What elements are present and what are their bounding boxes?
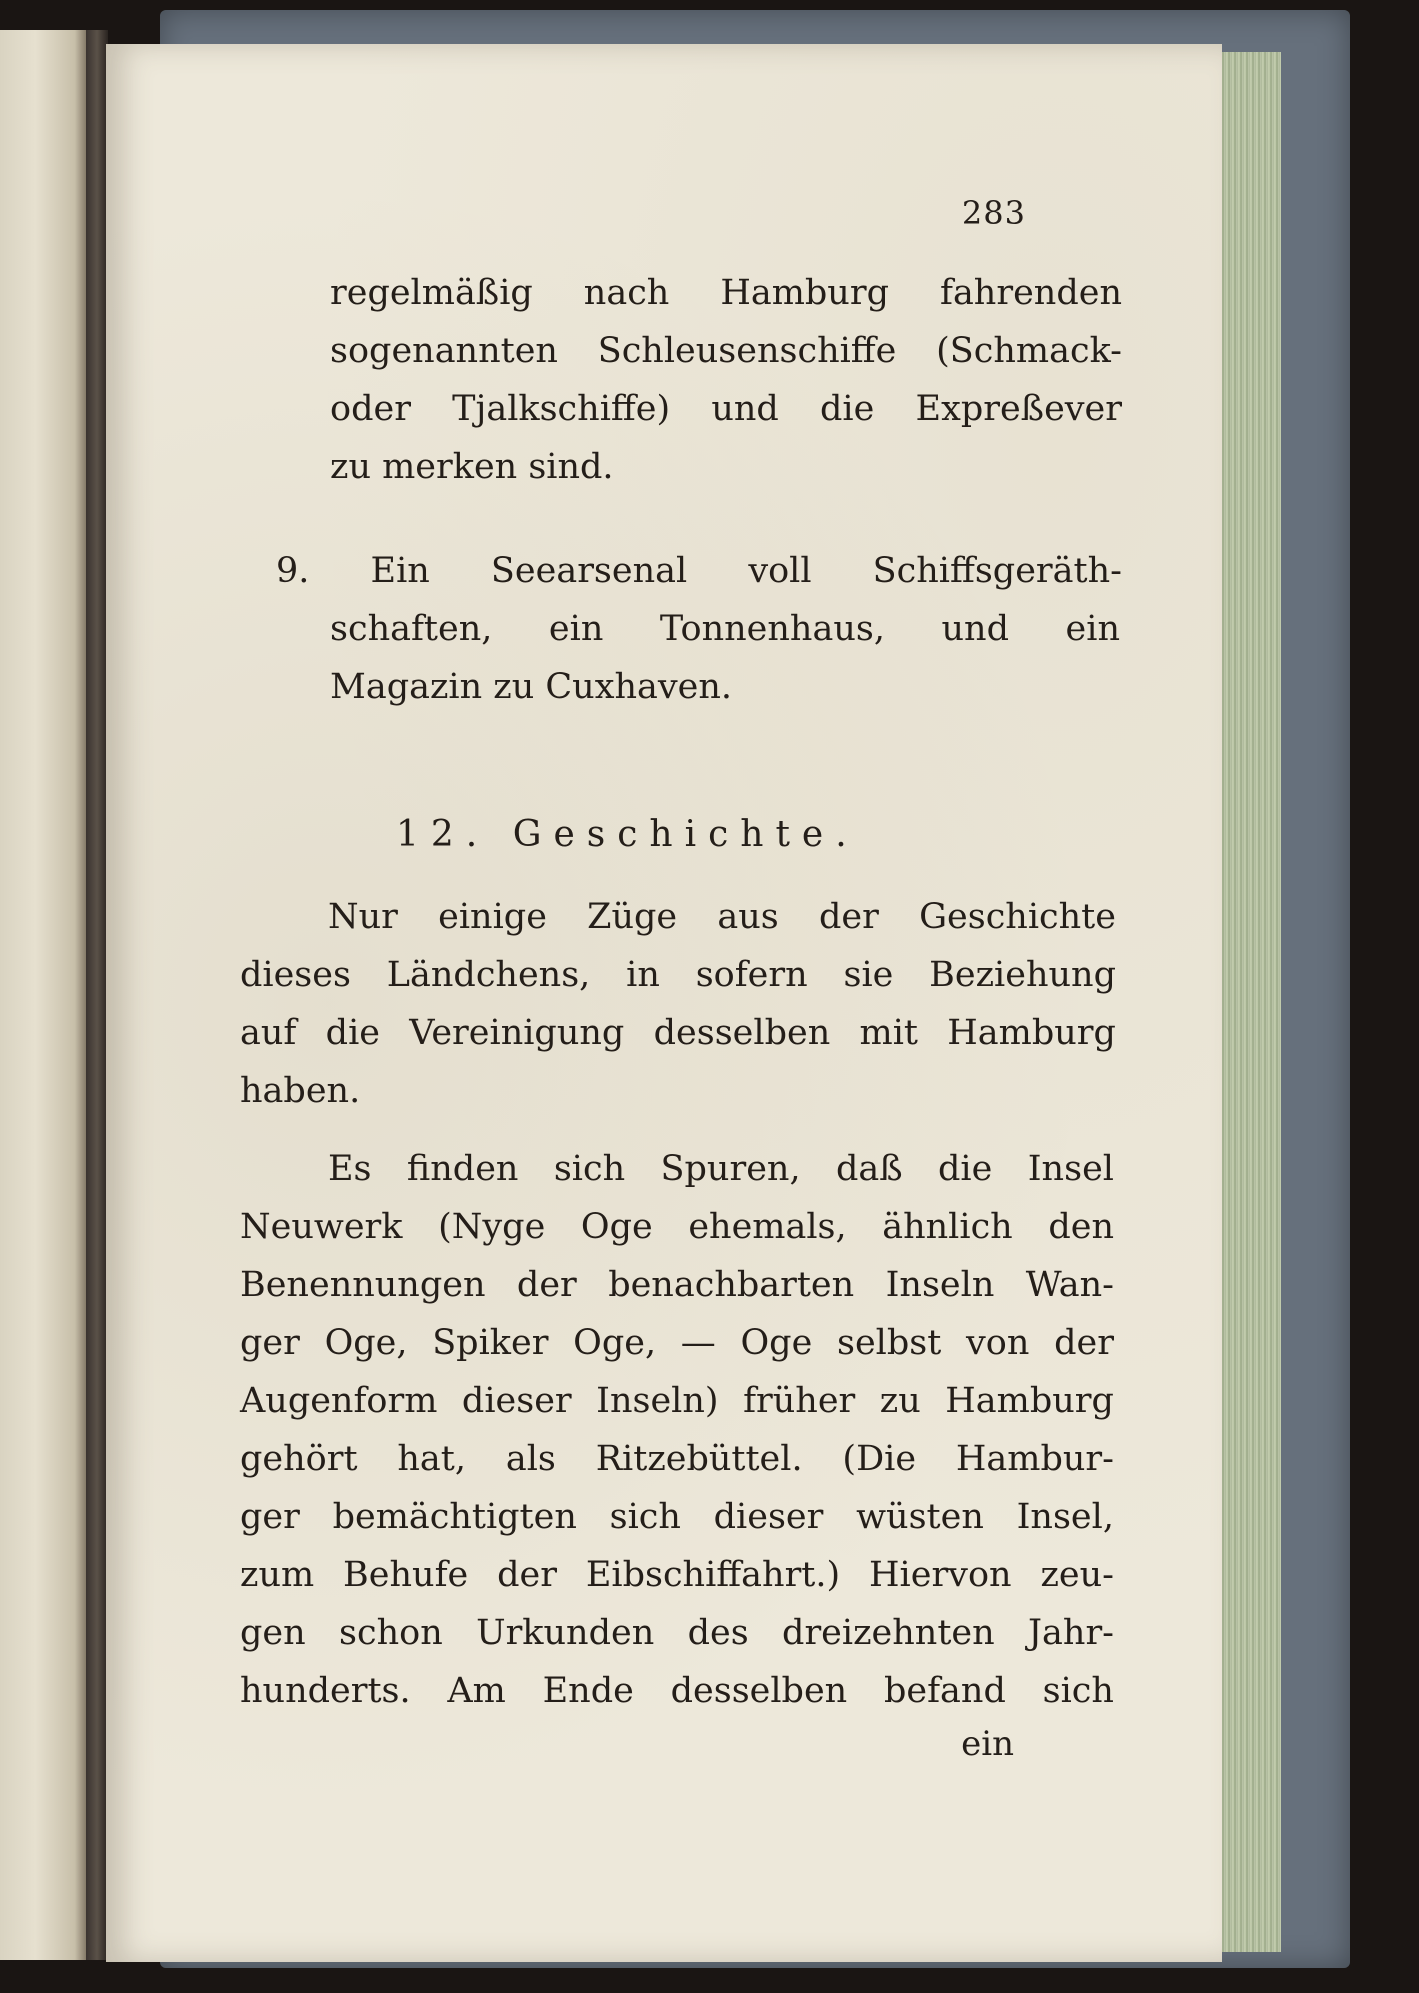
text-line: dieses Ländchens, in sofern sie Beziehung <box>240 955 1116 995</box>
text-line: gen schon Urkunden des dreizehnten Jahr- <box>240 1613 1114 1653</box>
text-line: oder Tjalkschiffe) und die Expreßever <box>330 389 1122 429</box>
text-line: Augenform dieser Inseln) früher zu Hamburg <box>240 1381 1114 1421</box>
text-line: ger Oge, Spiker Oge, — Oge selbst von der <box>240 1323 1114 1363</box>
catchword: ein <box>961 1724 1014 1764</box>
text-line: haben. <box>240 1071 361 1111</box>
text-line: gehört hat, als Ritzebüttel. (Die Hambur- <box>240 1439 1114 1479</box>
spine-gutter <box>86 30 108 1960</box>
text-line: ger bemächtigten sich dieser wüsten Insel, <box>240 1497 1114 1537</box>
page-edges <box>1218 52 1281 1952</box>
text-line: sogenannten Schleusenschiffe (Schmack- <box>330 331 1122 371</box>
text-line: Benennungen der benachbarten Inseln Wan- <box>240 1265 1114 1305</box>
text-line: Nur einige Züge aus der Geschichte <box>328 897 1116 937</box>
text-line: Neuwerk (Nyge Oge ehemals, ähnlich den <box>240 1207 1114 1247</box>
text-line: Magazin zu Cuxhaven. <box>330 667 733 707</box>
section-heading: 12. Geschichte. <box>396 814 859 855</box>
left-page-edge <box>0 30 88 1960</box>
text-line: 9. Ein Seearsenal voll Schiffsgeräth- <box>276 551 1122 591</box>
text-line: Es finden sich Spuren, daß die Insel <box>328 1149 1114 1189</box>
page-text <box>106 44 1222 1962</box>
text-line: zum Behufe der Eibschiffahrt.) Hiervon zeu- <box>240 1555 1114 1595</box>
text-line: hunderts. Am Ende desselben befand sich <box>240 1671 1114 1711</box>
text-line: auf die Vereinigung desselben mit Hamburg <box>240 1013 1116 1053</box>
text-line: schaften, ein Tonnenhaus, und ein <box>330 609 1120 649</box>
page-number: 283 <box>961 194 1026 232</box>
text-line: zu merken sind. <box>330 447 614 487</box>
book-page <box>106 44 1222 1962</box>
text-line: regelmäßig nach Hamburg fahrenden <box>330 273 1122 313</box>
